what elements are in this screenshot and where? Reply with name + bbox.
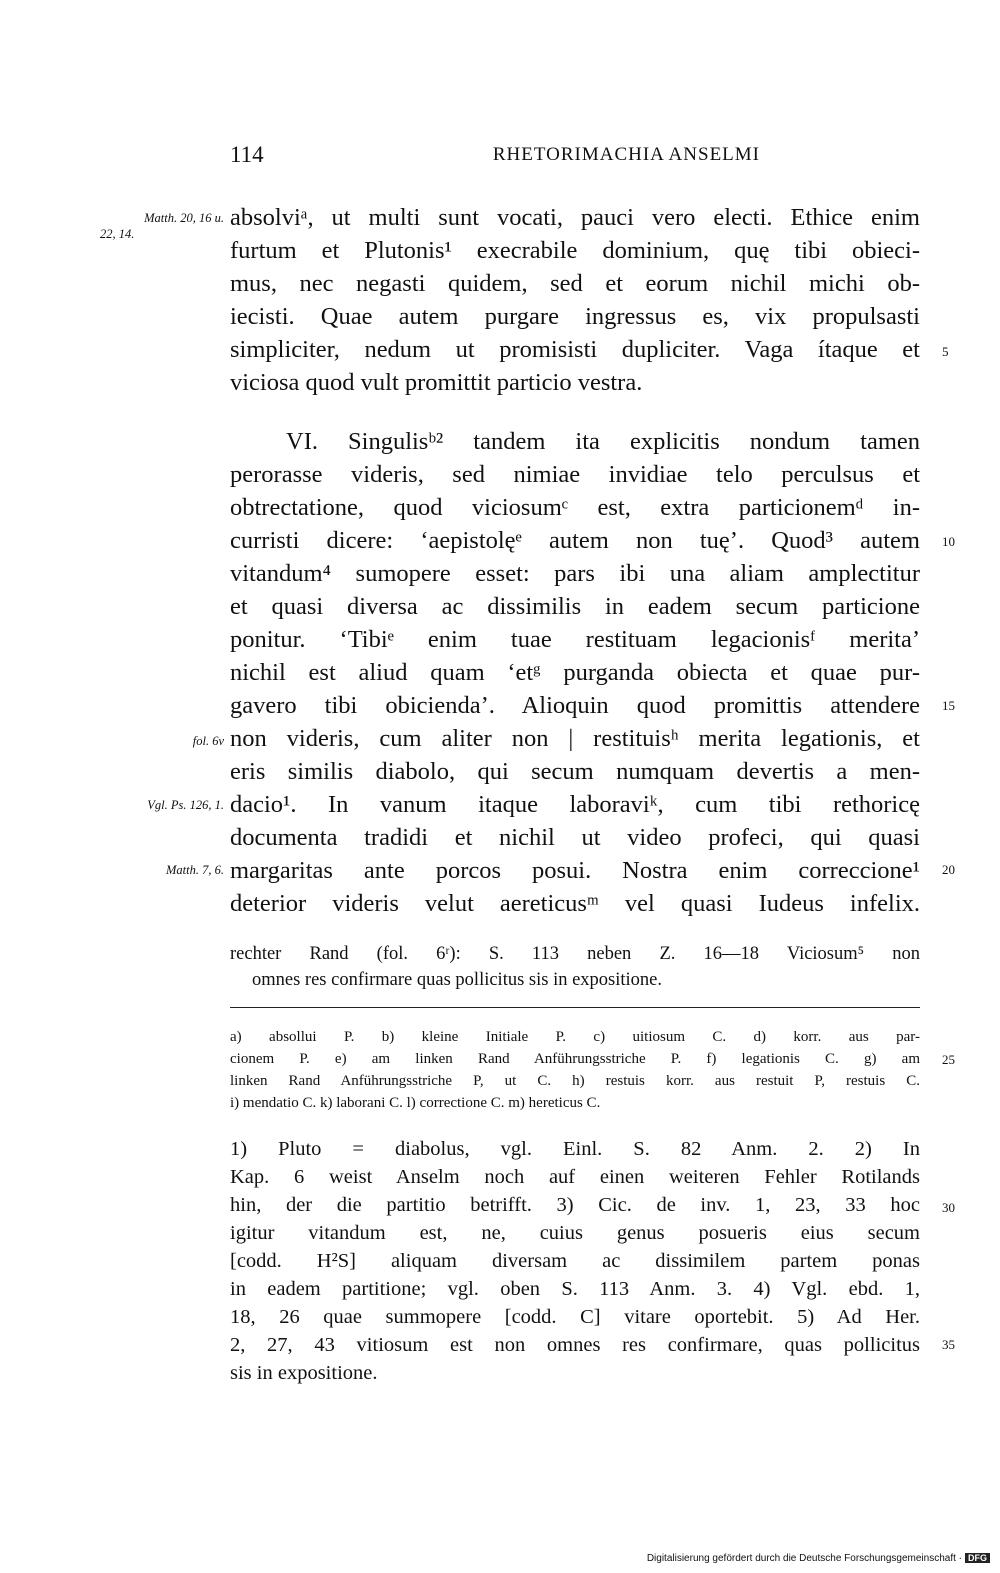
text-line: dacio¹. In vanum itaque laboraviᵏ, cum tibi rethoricę xyxy=(230,791,920,818)
dfg-logo: DFG xyxy=(965,1553,990,1563)
funding-footer xyxy=(647,1553,990,1564)
footnote-line: 1) Pluto = diabolus, vgl. Einl. S. 82 Anm. 2. 2) In xyxy=(230,1138,920,1160)
page-number: 114 xyxy=(230,142,264,167)
margin-note: fol. 6v xyxy=(192,734,224,748)
marginal-note-line: omnes res confirmare quas pollicitus sis in expositione. xyxy=(252,970,663,990)
margin-note: Vgl. Ps. 126, 1. xyxy=(147,798,224,812)
text-line: simpliciter, nedum ut promisisti dupliciter. Vaga ítaque et xyxy=(230,336,920,363)
apparatus-line: cionem P. e) am linken Rand Anführungsstriche P. f) legationis C. g) am xyxy=(230,1051,920,1067)
text-line: documenta tradidi et nichil ut video profeci, qui quasi xyxy=(230,824,920,851)
footnote-line: igitur vitandum est, ne, cuius genus posueris eius secum xyxy=(230,1222,920,1244)
marginal-note-line: rechter Rand (fol. 6ʳ): S. 113 neben Z. 16—18 Viciosum⁵ non xyxy=(230,944,920,964)
page-header xyxy=(230,142,920,172)
text-line: ponitur. ‘Tibiᵉ enim tuae restituam legacionisᶠ merita’ xyxy=(230,626,920,653)
footnote-line: in eadem partitione; vgl. oben S. 113 Anm. 3. 4) Vgl. ebd. 1, xyxy=(230,1278,920,1300)
text-line: absolviᵃ, ut multi sunt vocati, pauci vero electi. Ethice enim xyxy=(230,204,920,231)
text-line: viciosa quod vult promittit particio vestra. xyxy=(230,369,643,396)
text-line: nichil est aliud quam ‘etᵍ purganda obiecta et quae pur- xyxy=(230,659,920,686)
margin-note: 22, 14. xyxy=(100,227,135,241)
margin-note: Matth. 20, 16 u. xyxy=(144,211,224,225)
line-number: 20 xyxy=(942,862,955,877)
footnote-line: 18, 26 quae summopere [codd. C] vitare oportebit. 5) Ad Her. xyxy=(230,1306,920,1328)
line-number: 10 xyxy=(942,534,955,549)
footnote-line: hin, der die partitio betrifft. 3) Cic. de inv. 1, 23, 33 hoc xyxy=(230,1194,920,1216)
text-line: iecisti. Quae autem purgare ingressus es, vix propulsasti xyxy=(230,303,920,330)
footnote-line: 2, 27, 43 vitiosum est non omnes res confirmare, quas pollicitus xyxy=(230,1334,920,1356)
apparatus-line: a) absollui P. b) kleine Initiale P. c) uitiosum C. d) korr. aus par- xyxy=(230,1029,920,1045)
apparatus-line: linken Rand Anführungsstriche P, ut C. h) restuis korr. aus restuit P, restuis C. xyxy=(230,1073,920,1089)
running-head: RHETORIMACHIA ANSELMI xyxy=(492,144,760,165)
line-number: 30 xyxy=(942,1200,955,1215)
separator-rule xyxy=(230,1007,920,1008)
footnote-line: [codd. H²S] aliquam diversam ac dissimilem partem ponas xyxy=(230,1250,920,1272)
text-line: mus, nec negasti quidem, sed et eorum nichil michi ob- xyxy=(230,270,920,297)
line-number: 25 xyxy=(942,1052,955,1067)
footnote-line: Kap. 6 weist Anselm noch auf einen weiteren Fehler Rotilands xyxy=(230,1166,920,1188)
apparatus-line: i) mendatio C. k) laborani C. l) correctione C. m) hereticus C. xyxy=(230,1095,601,1111)
text-line: furtum et Plutonis¹ execrabile dominium, quę tibi obieci- xyxy=(230,237,920,264)
text-line: perorasse videris, sed nimiae invidiae telo perculsus et xyxy=(230,461,920,488)
text-line: eris similis diabolo, qui secum numquam devertis a men- xyxy=(230,758,920,785)
text-line: curristi dicere: ‘aepistolęᵉ autem non tuę’. Quod³ autem xyxy=(230,527,920,554)
text-line: margaritas ante porcos posui. Nostra enim correccione¹ xyxy=(230,857,920,884)
footer-text: Digitalisierung gefördert durch die Deutsche Forschungsgemeinschaft · xyxy=(646,1553,962,1564)
text-line: VI. Singulisᵇ² tandem ita explicitis nondum tamen xyxy=(286,428,920,455)
text-line: gavero tibi obicienda’. Alioquin quod promittis attendere xyxy=(230,692,920,719)
line-number: 5 xyxy=(942,344,949,359)
footnote-line: sis in expositione. xyxy=(230,1362,378,1384)
line-number: 15 xyxy=(942,698,955,713)
text-line: obtrectatione, quod viciosumᶜ est, extra particionemᵈ in- xyxy=(230,494,920,521)
margin-note: Matth. 7, 6. xyxy=(166,863,224,877)
text-line: non videris, cum aliter non | restituisʰ merita legationis, et xyxy=(230,725,920,752)
text-line: deterior videris velut aereticusᵐ vel quasi Iudeus infelix. xyxy=(230,890,920,917)
text-line: et quasi diversa ac dissimilis in eadem secum particione xyxy=(230,593,920,620)
text-line: vitandum⁴ sumopere esset: pars ibi una aliam amplectitur xyxy=(230,560,920,587)
line-number: 35 xyxy=(942,1337,955,1352)
